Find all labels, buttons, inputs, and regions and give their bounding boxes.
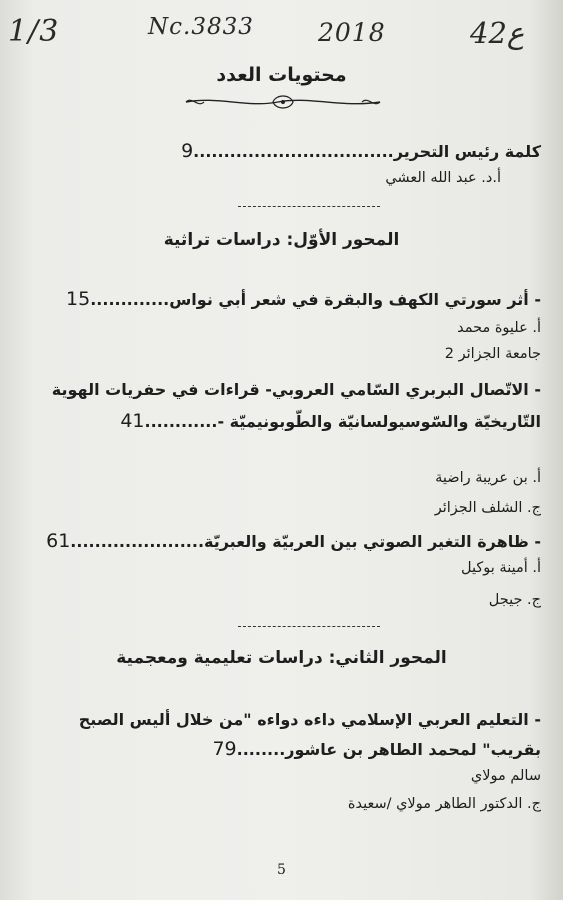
- page-ref: 15: [66, 288, 91, 310]
- leader-dots: .............: [90, 290, 170, 309]
- leader-dots: ............: [144, 412, 218, 431]
- editorial-label: كلمة رئيس التحرير: [393, 142, 541, 161]
- section-heading: المحور الأوّل: دراسات تراثية: [163, 230, 400, 250]
- entry-author: أ. بن عريبة راضية: [435, 470, 541, 486]
- page-ref: 79: [212, 738, 237, 760]
- handwritten-fraction: 1/3: [8, 14, 60, 49]
- page-number: 5: [277, 862, 286, 878]
- handwritten-reference: Nc.3833: [148, 14, 254, 40]
- entry-author: سالم مولاي: [470, 768, 541, 784]
- entry-affiliation: جامعة الجزائر 2: [444, 346, 541, 362]
- entry-title: - أثر سورتي الكهف والبقرة في شعر أبي نواس: [169, 290, 541, 309]
- page-ref: 61: [46, 530, 71, 552]
- entry-affiliation: ج. الشلف الجزائر: [434, 500, 541, 516]
- entry-affiliation: ج. الدكتور الطاهر مولاي /سعيدة: [347, 796, 541, 812]
- page-ref: 9: [181, 140, 194, 162]
- section-separator: [238, 206, 380, 207]
- handwritten-number: 42ع: [470, 16, 525, 50]
- toc-entry: [46, 530, 541, 552]
- entry-author: أ. عليوة محمد: [457, 320, 541, 336]
- section-heading: المحور الثاني: دراسات تعليمية ومعجمية: [116, 648, 447, 668]
- toc-entry: [66, 288, 541, 310]
- page-ref: 41: [120, 410, 145, 432]
- handwritten-year: 2018: [318, 18, 386, 47]
- toc-entry: [212, 738, 541, 760]
- toc-entry-editorial: [181, 140, 541, 162]
- entry-title: بقريب" لمحمد الطاهر بن عاشور: [285, 740, 541, 759]
- editorial-author: أ.د. عبد الله العشي: [385, 170, 501, 186]
- toc-entry: [120, 410, 541, 432]
- toc-entry-line: - التعليم العربي الإسلامي داءه دواءه "من خلال أليس الصبح: [78, 710, 541, 729]
- entry-affiliation: ج. جيجل: [488, 592, 541, 608]
- leader-dots: ........: [236, 740, 286, 759]
- entry-title: - ظاهرة التغير الصوتي بين العربيّة والعبريّة: [204, 532, 541, 551]
- toc-entry-line: - الاتّصال البربري السّامي العروبي- قراءات في حفريات الهوية: [51, 380, 541, 399]
- leader-dots: .................................: [193, 142, 394, 161]
- section-separator: [238, 626, 380, 627]
- page-title: محتويات العدد: [216, 64, 347, 86]
- leader-dots: ......................: [70, 532, 205, 551]
- title-ornament-divider: [178, 92, 388, 112]
- entry-author: أ. أمينة بوكيل: [461, 560, 541, 576]
- entry-title: التّاريخيّة والسّوسيولسانيّة والطّوبونيميّة -: [217, 412, 541, 431]
